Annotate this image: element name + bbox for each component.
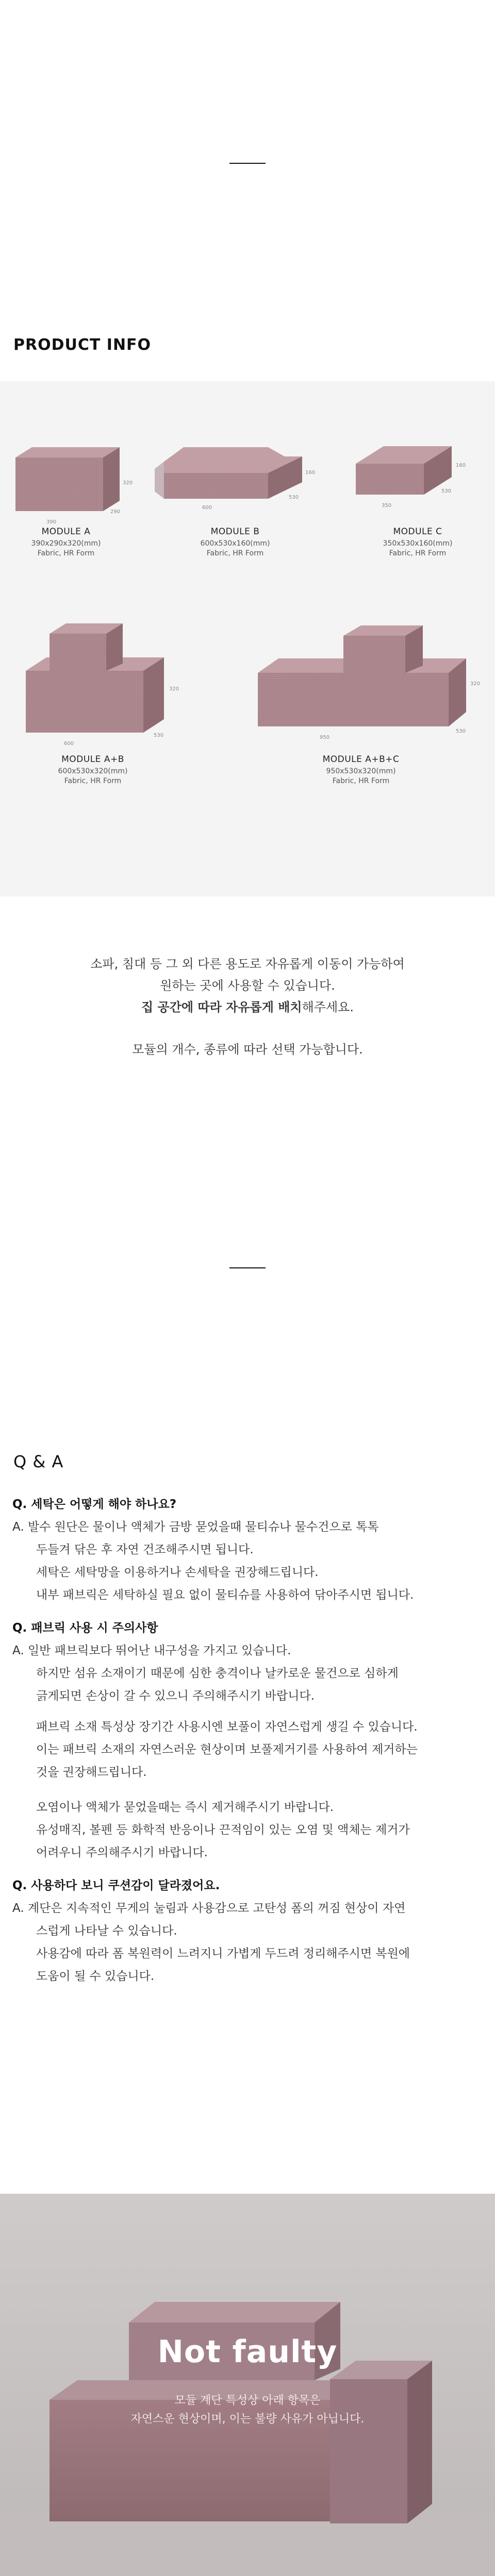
module-ab-shape xyxy=(26,623,179,747)
product-info-title: PRODUCT INFO xyxy=(13,336,152,354)
svg-text:350: 350 xyxy=(382,503,392,509)
module-c-shape xyxy=(356,446,466,509)
module-ab-material: Fabric, HR Form xyxy=(64,777,122,785)
answer-2-line-3: 긁게되면 손상이 갈 수 있으니 주의해주시기 바랍니다. xyxy=(36,1689,315,1703)
not-faulty-subtitle xyxy=(0,2392,495,2429)
answer-3-line-3: 사용감에 따라 폼 복원력이 느려지니 가볍게 두드려 정리해주시면 복원에 xyxy=(36,1947,410,1960)
sofa-photo-illustration xyxy=(0,2194,495,2576)
module-c-material: Fabric, HR Form xyxy=(389,549,447,557)
module-ab-caption xyxy=(31,754,155,786)
svg-text:320: 320 xyxy=(123,480,133,486)
svg-text:530: 530 xyxy=(289,495,299,500)
module-a-caption xyxy=(4,527,128,558)
module-b-size: 600x530x160(mm) xyxy=(200,539,270,548)
module-b-material: Fabric, HR Form xyxy=(206,549,264,557)
intro-line-1: 소파, 침대 등 그 외 다른 용도로 자유롭게 이동이 가능하여 xyxy=(90,957,405,971)
svg-text:600: 600 xyxy=(202,505,212,511)
not-faulty-line-2: 자연스운 현상이며, 이는 불량 사유가 아닙니다. xyxy=(130,2413,365,2426)
answer-2-line-2: 하지만 섬유 소재이기 때문에 심한 충격이나 날카로운 물건으로 심하게 xyxy=(36,1667,399,1680)
module-a-shape xyxy=(15,447,133,525)
svg-text:950: 950 xyxy=(320,735,330,740)
answer-1-line-4: 내부 패브릭은 세탁하실 필요 없이 물티슈를 사용하여 닦아주시면 됩니다. xyxy=(36,1588,414,1602)
answer-1-line-1: A. 발수 원단은 물이나 액체가 금방 묻었을때 물티슈나 물수건으로 톡톡 xyxy=(12,1520,379,1534)
svg-text:160: 160 xyxy=(456,463,466,468)
svg-text:530: 530 xyxy=(456,728,466,734)
not-faulty-photo xyxy=(0,2194,495,2576)
question-1: Q. 세탁은 어떻게 해야 하나요? xyxy=(12,1498,177,1511)
module-abc-size: 950x530x320(mm) xyxy=(326,767,396,775)
answer-1-line-3: 세탁은 세탁망을 이용하거나 손세탁을 권장해드립니다. xyxy=(36,1566,319,1579)
answer-2-line-6: 것을 권장해드립니다. xyxy=(36,1766,147,1779)
module-a-size: 390x290x320(mm) xyxy=(31,539,101,548)
module-abc-shape xyxy=(258,625,480,740)
qa-section xyxy=(12,1493,487,1988)
answer-3-line-4: 도움이 될 수 있습니다. xyxy=(36,1970,155,1983)
answer-2-line-5: 이는 패브릭 소재의 자연스러운 현상이며 보풀제거기를 사용하여 제거하는 xyxy=(36,1743,418,1756)
module-a-title: MODULE A xyxy=(41,527,91,537)
svg-text:320: 320 xyxy=(470,681,481,687)
intro-line-3-bold: 집 공간에 따라 자유롭게 배치 xyxy=(141,1000,302,1014)
answer-2-line-9: 어려우니 주의해주시기 바랍니다. xyxy=(36,1846,208,1859)
svg-text:160: 160 xyxy=(305,470,316,476)
answer-2-line-4: 패브릭 소재 특성상 장기간 사용시엔 보풀이 자연스럽게 생길 수 있습니다. xyxy=(36,1720,418,1734)
answer-3-line-1: A. 계단은 지속적인 무게의 눌림과 사용감으로 고탄성 폼의 꺼짐 현상이 자연 xyxy=(12,1902,406,1915)
module-abc-caption xyxy=(299,754,423,786)
intro-line-2: 원하는 곳에 사용할 수 있습니다. xyxy=(160,978,335,993)
module-c-size: 350x530x160(mm) xyxy=(383,539,453,548)
not-faulty-line-1: 모듈 계단 특성상 아래 항목은 xyxy=(174,2394,321,2407)
answer-2-line-8: 유성매직, 볼펜 등 화학적 반응이나 끈적임이 있는 오염 및 액체는 제거가 xyxy=(36,1823,410,1837)
top-divider xyxy=(229,163,266,164)
module-b-title: MODULE B xyxy=(210,527,260,537)
module-a-material: Fabric, HR Form xyxy=(37,549,95,557)
answer-1-line-2: 두들겨 닦은 후 자연 건조해주시면 됩니다. xyxy=(36,1543,254,1556)
modules-panel xyxy=(0,381,495,896)
module-ab-size: 600x530x320(mm) xyxy=(58,767,128,775)
intro-text xyxy=(0,953,495,1060)
svg-text:530: 530 xyxy=(441,488,452,494)
module-ab-title: MODULE A+B xyxy=(61,754,124,765)
module-b-shape xyxy=(155,447,315,511)
module-abc-material: Fabric, HR Form xyxy=(332,777,390,785)
intro-line-3-rest: 해주세요. xyxy=(302,1000,354,1014)
not-faulty-title: Not faulty xyxy=(157,2334,338,2370)
answer-3-line-2: 스럽게 나타날 수 있습니다. xyxy=(36,1924,177,1938)
answer-2-line-7: 오염이나 액체가 묻었을때는 즉시 제거해주시기 바랍니다. xyxy=(36,1801,334,1814)
svg-text:390: 390 xyxy=(46,519,57,525)
modules-illustration xyxy=(0,381,495,896)
middle-divider xyxy=(229,1267,266,1268)
question-2: Q. 패브릭 사용 시 주의사항 xyxy=(12,1621,158,1635)
svg-text:290: 290 xyxy=(110,509,121,515)
question-3: Q. 사용하다 보니 쿠션감이 달라졌어요. xyxy=(12,1879,220,1892)
module-b-caption xyxy=(173,527,297,558)
intro-line-3 xyxy=(0,996,495,1018)
intro-line-4: 모듈의 개수, 종류에 따라 선택 가능합니다. xyxy=(132,1042,363,1057)
svg-text:320: 320 xyxy=(169,686,179,692)
module-c-title: MODULE C xyxy=(393,527,442,537)
qa-title: Q & A xyxy=(13,1452,64,1471)
svg-text:530: 530 xyxy=(154,733,164,738)
module-c-caption xyxy=(356,527,480,558)
answer-2-line-1: A. 일반 패브릭보다 뛰어난 내구성을 가지고 있습니다. xyxy=(12,1644,291,1657)
module-abc-title: MODULE A+B+C xyxy=(322,754,400,765)
svg-text:600: 600 xyxy=(64,741,74,747)
